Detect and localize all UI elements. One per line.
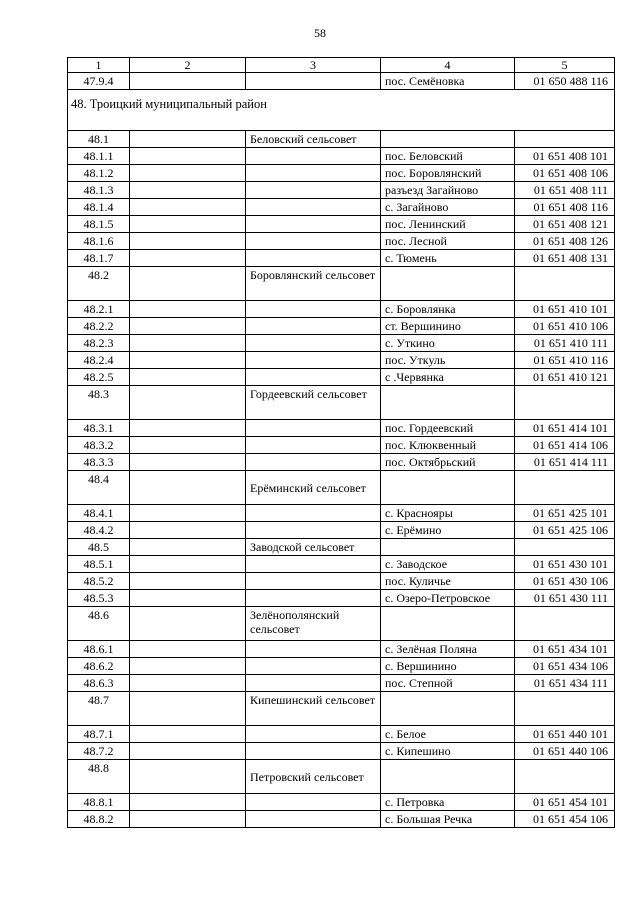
cell-c5: 01 651 414 111 [515,454,615,471]
cell-c2 [130,573,246,590]
table-row [68,301,615,318]
cell-c1: 48.6.2 [68,658,130,675]
column-header-3: 3 [246,58,381,73]
cell-c3: Боровлянский сельсовет [246,267,381,301]
cell-c3 [246,658,381,675]
cell-c1: 48.5.3 [68,590,130,607]
cell-c2 [130,216,246,233]
cell-c5: 01 651 425 106 [515,522,615,539]
table-row-sovet [68,471,615,505]
cell-c4 [381,760,515,794]
cell-c3 [246,794,381,811]
cell-c2 [130,743,246,760]
cell-c2 [130,318,246,335]
cell-c4: с. Заводское [381,556,515,573]
cell-c2 [130,233,246,250]
cell-c2 [130,131,246,148]
cell-c3 [246,148,381,165]
cell-c2 [130,369,246,386]
cell-c5 [515,692,615,726]
cell-c4: пос. Беловский [381,148,515,165]
cell-c1: 48.2.4 [68,352,130,369]
table-row-sovet [68,131,615,148]
cell-c5: 01 650 488 116 [515,73,615,90]
cell-c2 [130,250,246,267]
cell-c5 [515,267,615,301]
table-row [68,182,615,199]
cell-c1: 48.1.5 [68,216,130,233]
cell-c2 [130,692,246,726]
cell-c3: Гордеевский сельсовет [246,386,381,420]
cell-c3 [246,420,381,437]
cell-c1: 48.1 [68,131,130,148]
cell-c3 [246,199,381,216]
cell-c4: с. Большая Речка [381,811,515,828]
cell-c1: 48.2.2 [68,318,130,335]
table-row [68,73,615,90]
cell-c2 [130,199,246,216]
cell-c2 [130,73,246,90]
settlements-table [67,57,615,828]
table-row [68,233,615,250]
table-row [68,199,615,216]
table-row [68,420,615,437]
cell-c5: 01 651 440 101 [515,726,615,743]
cell-c3 [246,726,381,743]
cell-c1: 48.1.7 [68,250,130,267]
table-row [68,148,615,165]
cell-c3 [246,437,381,454]
cell-c4: с. Белое [381,726,515,743]
cell-c2 [130,420,246,437]
cell-c3 [246,641,381,658]
table-row [68,658,615,675]
cell-c3 [246,73,381,90]
cell-c5: 01 651 440 106 [515,743,615,760]
cell-c3: Ерёминский сельсовет [246,471,381,505]
cell-c1: 48.2.3 [68,335,130,352]
cell-c5 [515,131,615,148]
cell-c2 [130,760,246,794]
cell-c5: 01 651 408 101 [515,148,615,165]
table-body [68,73,615,828]
cell-c2 [130,556,246,573]
page-number: 58 [314,26,326,40]
cell-c5: 01 651 408 106 [515,165,615,182]
cell-c4: пос. Семёновка [381,73,515,90]
cell-c3 [246,216,381,233]
cell-c5: 01 651 410 116 [515,352,615,369]
cell-c2 [130,437,246,454]
cell-c2 [130,641,246,658]
table-row-sovet [68,760,615,794]
cell-c2 [130,658,246,675]
cell-c5: 01 651 410 121 [515,369,615,386]
cell-c5: 01 651 408 111 [515,182,615,199]
cell-c4: пос. Куличье [381,573,515,590]
cell-c4: пос. Октябрьский [381,454,515,471]
cell-c5: 01 651 430 111 [515,590,615,607]
cell-c4: с. Озеро-Петровское [381,590,515,607]
cell-c5: 01 651 414 106 [515,437,615,454]
cell-c2 [130,590,246,607]
cell-c3: Петровский сельсовет [246,760,381,794]
cell-c2 [130,267,246,301]
cell-c4: с. Петровка [381,794,515,811]
table-row-sovet [68,539,615,556]
cell-c3: Кипешинский сельсовет [246,692,381,726]
cell-c4 [381,471,515,505]
cell-c1: 48.3.2 [68,437,130,454]
cell-c4: с. Кипешино [381,743,515,760]
cell-c1: 48.7.2 [68,743,130,760]
cell-c4: с. Боровлянка [381,301,515,318]
cell-c3 [246,301,381,318]
cell-c4: с. Тюмень [381,250,515,267]
cell-c1: 48.7 [68,692,130,726]
cell-c5 [515,760,615,794]
cell-c3 [246,165,381,182]
table-row [68,250,615,267]
cell-c3 [246,505,381,522]
cell-c4: с. Зелёная Поляна [381,641,515,658]
cell-c4: пос. Уткуль [381,352,515,369]
cell-c4 [381,386,515,420]
table-row-sovet [68,386,615,420]
table-header-row [68,58,615,73]
cell-c5: 01 651 430 101 [515,556,615,573]
cell-c2 [130,301,246,318]
cell-c2 [130,794,246,811]
column-header-1: 1 [68,58,130,73]
cell-c4 [381,539,515,556]
table-row [68,165,615,182]
cell-c3 [246,233,381,250]
cell-c2 [130,386,246,420]
table-row [68,522,615,539]
table-row-sovet [68,692,615,726]
table-row [68,794,615,811]
cell-c4: пос. Степной [381,675,515,692]
table-row [68,454,615,471]
table-row [68,726,615,743]
cell-c2 [130,471,246,505]
cell-c4 [381,131,515,148]
cell-c2 [130,539,246,556]
cell-c3 [246,811,381,828]
cell-c1: 48.1.6 [68,233,130,250]
cell-c5 [515,386,615,420]
cell-c3 [246,352,381,369]
cell-c1: 47.9.4 [68,73,130,90]
cell-c4: пос. Клюквенный [381,437,515,454]
cell-c1: 48.3 [68,386,130,420]
table-row [68,318,615,335]
cell-c1: 48.6.3 [68,675,130,692]
cell-c1: 48.1.1 [68,148,130,165]
cell-c1: 48.3.1 [68,420,130,437]
cell-c1: 48.1.2 [68,165,130,182]
cell-c5: 01 651 430 106 [515,573,615,590]
cell-c4: пос. Боровлянский [381,165,515,182]
cell-c5: 01 651 454 106 [515,811,615,828]
cell-c1: 48.2 [68,267,130,301]
cell-c3 [246,573,381,590]
cell-c1: 48.5 [68,539,130,556]
cell-c4: с .Червянка [381,369,515,386]
table-row [68,216,615,233]
cell-c5: 01 651 434 101 [515,641,615,658]
cell-c5 [515,471,615,505]
district-heading-row [68,90,615,131]
table-row [68,556,615,573]
table-row [68,590,615,607]
cell-c5: 01 651 454 101 [515,794,615,811]
cell-c4: с. Ерёмино [381,522,515,539]
cell-c5: 01 651 410 111 [515,335,615,352]
cell-c4: с. Уткино [381,335,515,352]
cell-c5: 01 651 408 131 [515,250,615,267]
cell-c3 [246,182,381,199]
table-row [68,437,615,454]
cell-c5: 01 651 414 101 [515,420,615,437]
cell-c1: 48.5.2 [68,573,130,590]
cell-c4: с. Загайново [381,199,515,216]
cell-c1: 48.8.2 [68,811,130,828]
cell-c3 [246,743,381,760]
table-row [68,743,615,760]
column-header-2: 2 [130,58,246,73]
cell-c2 [130,454,246,471]
table-row [68,641,615,658]
cell-c3 [246,318,381,335]
cell-c1: 48.4.1 [68,505,130,522]
cell-c2 [130,607,246,641]
cell-c5: 01 651 434 106 [515,658,615,675]
cell-c1: 48.4 [68,471,130,505]
cell-c1: 48.6.1 [68,641,130,658]
cell-c3 [246,590,381,607]
cell-c3: Беловский сельсовет [246,131,381,148]
cell-c4: с. Вершинино [381,658,515,675]
cell-c5 [515,607,615,641]
cell-c3 [246,675,381,692]
table-row [68,811,615,828]
cell-c5: 01 651 425 101 [515,505,615,522]
cell-c1: 48.6 [68,607,130,641]
cell-c2 [130,811,246,828]
cell-c1: 48.8 [68,760,130,794]
cell-c1: 48.3.3 [68,454,130,471]
cell-c5: 01 651 408 116 [515,199,615,216]
cell-c2 [130,505,246,522]
table-row [68,335,615,352]
cell-c4 [381,267,515,301]
cell-c5: 01 651 408 121 [515,216,615,233]
table-row [68,369,615,386]
cell-c1: 48.5.1 [68,556,130,573]
cell-c2 [130,148,246,165]
cell-c1: 48.4.2 [68,522,130,539]
cell-c1: 48.2.1 [68,301,130,318]
cell-c5: 01 651 434 111 [515,675,615,692]
cell-c4: пос. Гордеевский [381,420,515,437]
table-row [68,675,615,692]
cell-c5 [515,539,615,556]
cell-c1: 48.1.4 [68,199,130,216]
cell-c3 [246,250,381,267]
cell-c2 [130,165,246,182]
cell-c4: с. Краснояры [381,505,515,522]
cell-c4: пос. Лесной [381,233,515,250]
cell-c2 [130,522,246,539]
column-header-4: 4 [381,58,515,73]
cell-c4 [381,607,515,641]
district-heading-text: 48. Троицкий муниципальный район [71,97,267,111]
cell-c3 [246,369,381,386]
cell-c1: 48.2.5 [68,369,130,386]
cell-c2 [130,675,246,692]
table-row [68,573,615,590]
cell-c5: 01 651 410 106 [515,318,615,335]
cell-c1: 48.7.1 [68,726,130,743]
cell-c4: разъезд Загайново [381,182,515,199]
cell-c2 [130,352,246,369]
cell-c1: 48.8.1 [68,794,130,811]
cell-c2 [130,335,246,352]
table-row [68,352,615,369]
cell-c5: 01 651 410 101 [515,301,615,318]
cell-c3: Заводской сельсовет [246,539,381,556]
cell-c5: 01 651 408 126 [515,233,615,250]
cell-c2 [130,182,246,199]
cell-c3 [246,522,381,539]
table-row-sovet [68,607,615,641]
table-row [68,505,615,522]
table-row-sovet [68,267,615,301]
cell-c1: 48.1.3 [68,182,130,199]
cell-c2 [130,726,246,743]
column-header-5: 5 [515,58,615,73]
cell-c4: ст. Вершинино [381,318,515,335]
cell-c3 [246,556,381,573]
cell-c3 [246,335,381,352]
cell-c4 [381,692,515,726]
cell-c3 [246,454,381,471]
district-heading [68,90,615,131]
cell-c3: Зелёнополянский сельсовет [246,607,381,641]
cell-c4: пос. Ленинский [381,216,515,233]
